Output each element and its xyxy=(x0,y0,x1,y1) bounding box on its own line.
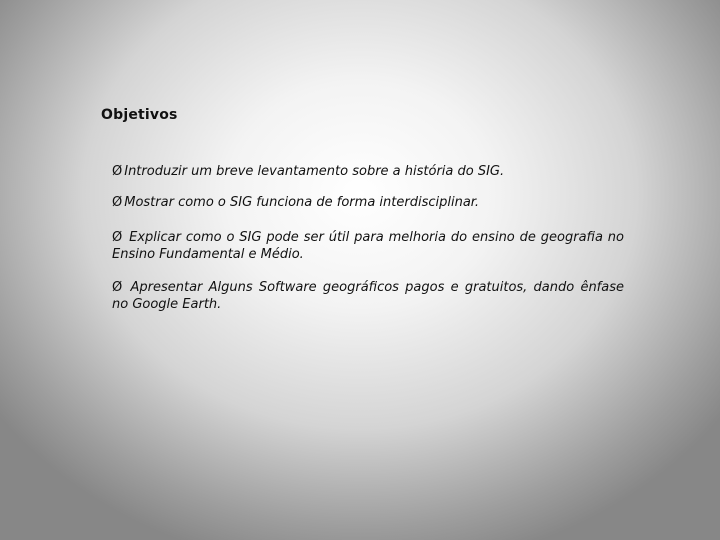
objective-text: Explicar como o SIG pode ser útil para melhoria do ensino de geografia no Ensino Fundamental e Médio. xyxy=(112,230,624,262)
arrow-bullet-icon: Ø xyxy=(112,195,123,210)
objective-text: Introduzir um breve levantamento sobre a história do SIG. xyxy=(124,164,505,179)
arrow-bullet-icon: Ø xyxy=(112,164,123,179)
objective-text: Apresentar Alguns Software geográficos pagos e gratuitos, dando ênfase no Google Earth. xyxy=(112,280,624,312)
arrow-bullet-icon: Ø xyxy=(112,230,123,245)
list-item xyxy=(112,279,624,313)
arrow-bullet-icon: Ø xyxy=(112,280,123,295)
objective-text: Mostrar como o SIG funciona de forma interdisciplinar. xyxy=(124,195,480,210)
list-item xyxy=(112,194,624,211)
slide-title: Objetivos xyxy=(101,107,178,123)
list-item xyxy=(112,163,624,180)
list-item xyxy=(112,229,624,263)
